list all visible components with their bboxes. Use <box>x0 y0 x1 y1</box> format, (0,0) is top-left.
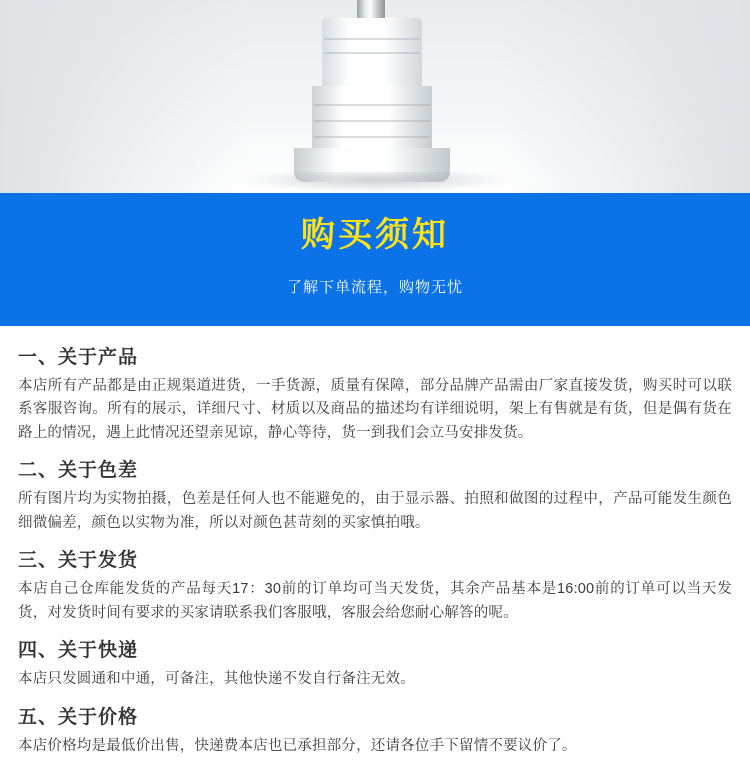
section-body: 本店只发圆通和中通，可备注，其他快递不发自行备注无效。 <box>18 671 415 688</box>
section-about-product <box>18 342 732 445</box>
lamp-ring-1 <box>324 38 420 40</box>
lamp-ring-5 <box>314 136 430 138</box>
section-about-express <box>18 635 732 691</box>
lamp-ring-2 <box>324 52 420 54</box>
section-title: 三、关于发货 <box>18 550 139 572</box>
photo-left-gradient <box>0 0 250 193</box>
section-title: 四、关于快递 <box>18 640 139 662</box>
section-about-price <box>18 702 732 758</box>
product-photo <box>0 0 750 193</box>
section-title: 五、关于价格 <box>18 706 139 728</box>
product-shadow <box>243 172 509 192</box>
purchase-notice-banner <box>0 193 750 326</box>
lamp-ring-3 <box>314 104 430 106</box>
section-body: 本店价格均是最低价出售，快递费本店也已承担部分，还请各位手下留情不要议价了。 <box>18 737 577 754</box>
section-about-color-difference <box>18 455 732 535</box>
section-body: 本店自己仓库能发货的产品每天17：30前的订单均可当天发货，其余产品基本是16:00前的订单可以当天发货，对发货时间有要求的买家请联系我们客服哦，客服会给您耐心解答的呢。 <box>18 581 732 621</box>
section-body: 所有图片均为实物拍摄，色差是任何人也不能避免的，由于显示器、拍照和做图的过程中，产品可能发生颜色细微偏差，颜色以实物为准，所以对颜色甚苛刻的买家慎拍哦。 <box>18 491 732 531</box>
section-title: 一、关于产品 <box>18 347 139 368</box>
lamp-body-middle <box>312 86 432 148</box>
banner-title: 购买须知 <box>301 216 449 254</box>
section-about-shipping <box>18 545 732 625</box>
section-body: 本店所有产品都是由正规渠道进货，一手货源，质量有保障，部分品牌产品需由厂家直接发货，购买时可以联系客服咨询。所有的展示，详细尺寸、材质以及商品的描述均有详细说明，架上有售就是有货，但是偶有货在路上的情况，遇上此情况还望亲见谅，静心等待，货一到我们会立马安排发货。 <box>18 378 732 441</box>
photo-right-gradient <box>500 0 750 193</box>
lamp-ring-4 <box>314 120 430 122</box>
banner-subtitle: 了解下单流程，购物无忧 <box>286 278 463 296</box>
section-title: 二、关于色差 <box>18 460 139 482</box>
notice-content <box>0 326 750 758</box>
